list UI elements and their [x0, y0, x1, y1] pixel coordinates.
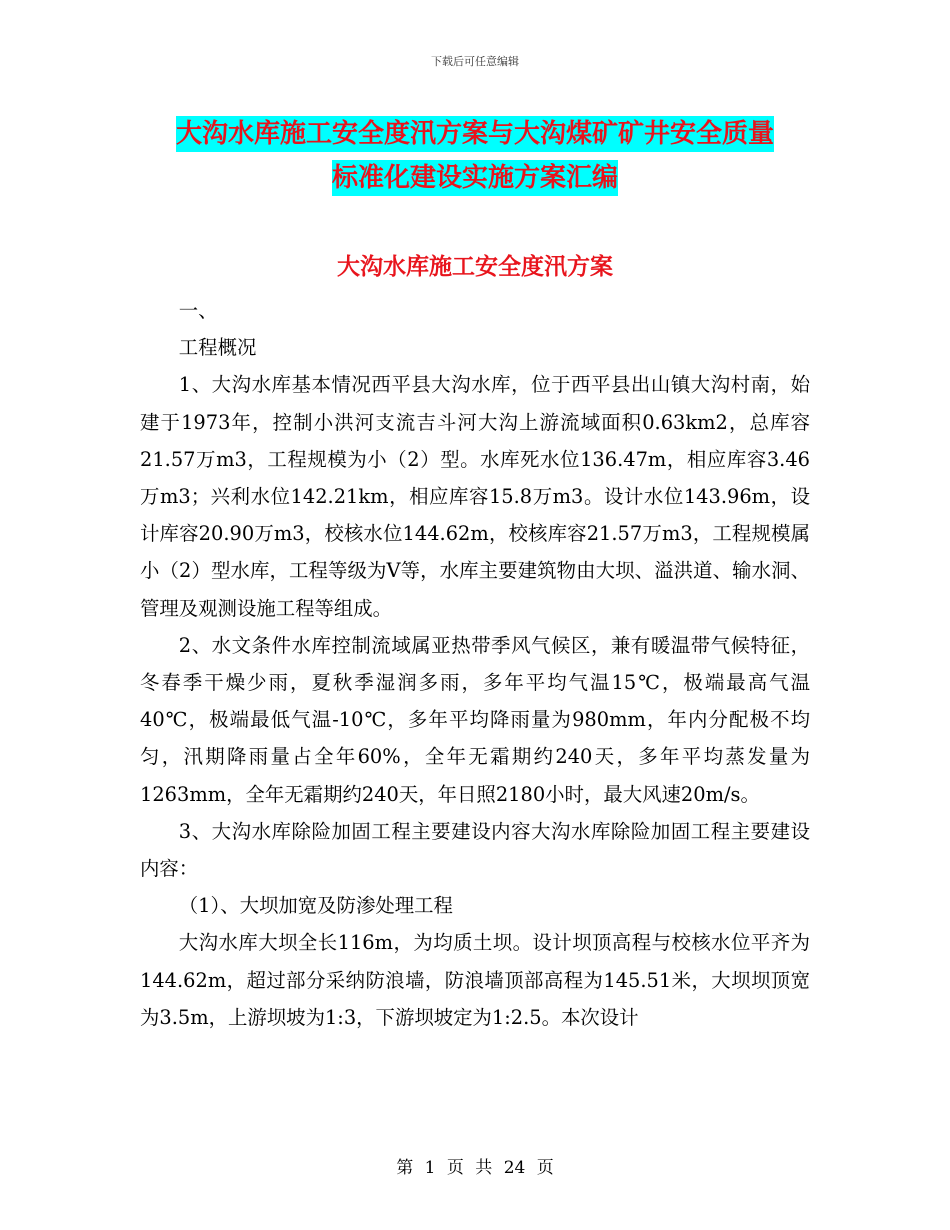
subheading-dam-works: （1）、大坝加宽及防渗处理工程: [178, 894, 453, 918]
paragraph-dam-description: 大沟水库大坝全长116m，为均质土坝。设计坝顶高程与校核水位平齐为144.62m，超过部分采纳防浪墙，防浪墙顶部高程为145.51米，大坝坝顶宽为3.5m，上游坝坡为1:3，下游坝坡定为1:2.5。本次设计: [140, 931, 810, 1029]
document-title-line-2: [140, 157, 810, 194]
document-title-line-1-text: 大沟水库施工安全度汛方案与大沟煤矿矿井安全质量: [176, 116, 774, 152]
section-title: 大沟水库施工安全度汛方案: [337, 254, 613, 280]
document-title-line-2-text: 标准化建设实施方案汇编: [332, 160, 618, 196]
document-body: [140, 292, 810, 1036]
paragraph-reservoir-basics: 1、大沟水库基本情况西平县大沟水库，位于西平县出山镇大沟村南，始建于1973年，控制小洪河支流吉斗河大沟上游流域面积0.63km2，总库容21.57万m3，工程规模为小（2）型。水库死水位136.47m，相应库容3.46万m3；兴利水位142.21km，相应库容15.8万m3。设计水位143.96m，设计库容20.90万m3，校核水位144.62m，校核库容21.57万m3，工程规模属小（2）型水库，工程等级为Ⅴ等，水库主要建筑物由大坝、溢洪道、输水洞、管理及观测设施工程等组成。: [140, 373, 810, 620]
paragraph-hydrology: 2、水文条件水库控制流域属亚热带季风气候区，兼有暖温带气候特征，冬春季干燥少雨，夏秋季湿润多雨，多年平均气温15℃，极端最高气温40℃，极端最低气温-10℃，多年平均降雨量为980mm，年内分配极不均匀，汛期降雨量占全年60%，全年无霜期约240天，多年平均蒸发量为1263mm，全年无霜期约240天，年日照2180小时，最大风速20m/s。: [140, 633, 810, 806]
page-number-footer: 第 1 页 共 24 页: [396, 1158, 554, 1178]
paragraph-construction-content: 3、大沟水库除险加固工程主要建设内容大沟水库除险加固工程主要建设内容：: [140, 819, 810, 881]
heading-project-overview: 工程概况: [178, 336, 257, 360]
page-header-note: 下载后可任意编辑: [431, 55, 519, 68]
heading-number: 一、: [178, 299, 218, 322]
document-title-line-1: [140, 113, 810, 150]
